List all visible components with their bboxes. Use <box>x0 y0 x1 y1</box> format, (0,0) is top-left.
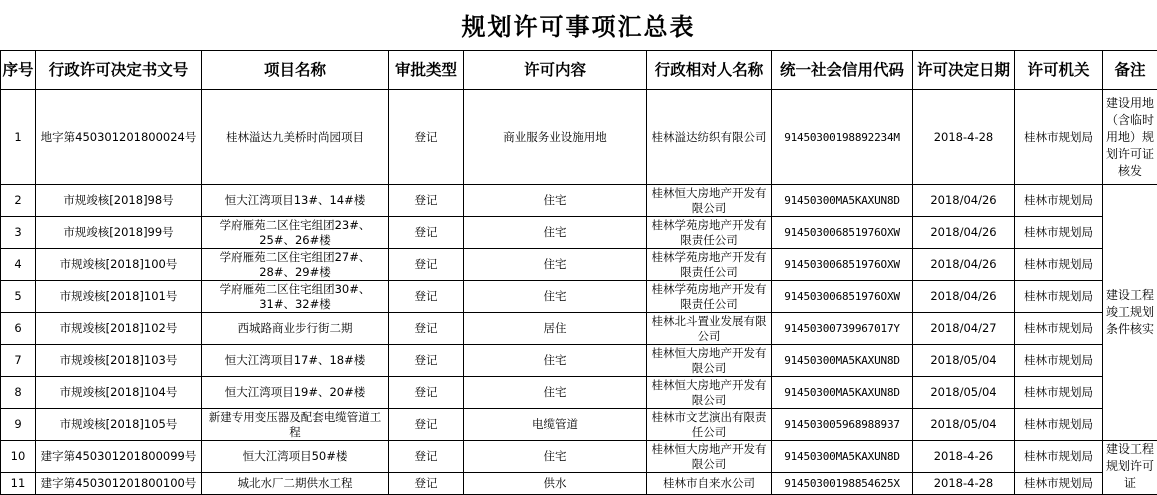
table-row <box>1 409 1157 441</box>
cell-credit-code: 914503006851976OXW <box>772 217 913 249</box>
cell-authority: 桂林市规划局 <box>1015 90 1103 185</box>
cell-party: 桂林溢达纺织有限公司 <box>647 90 772 185</box>
cell-seq: 10 <box>1 441 36 473</box>
cell-credit-code: 91450300198892234M <box>772 90 913 185</box>
header-doc-no: 行政许可决定书文号 <box>36 51 202 90</box>
cell-doc-no: 市规竣核[2018]99号 <box>36 217 202 249</box>
header-remark: 备注 <box>1103 51 1157 90</box>
cell-seq: 11 <box>1 473 36 495</box>
cell-seq: 2 <box>1 185 36 217</box>
cell-date: 2018-4-28 <box>913 90 1015 185</box>
cell-type: 登记 <box>389 441 464 473</box>
table-row <box>1 249 1157 281</box>
table-row <box>1 90 1157 185</box>
cell-project: 恒大江湾项目50#楼 <box>202 441 389 473</box>
cell-date: 2018-4-28 <box>913 473 1015 495</box>
cell-project: 新建专用变压器及配套电缆管道工程 <box>202 409 389 441</box>
cell-content: 住宅 <box>464 377 647 409</box>
cell-type: 登记 <box>389 313 464 345</box>
cell-authority: 桂林市规划局 <box>1015 441 1103 473</box>
cell-seq: 7 <box>1 345 36 377</box>
cell-doc-no: 建字第450301201800100号 <box>36 473 202 495</box>
cell-seq: 4 <box>1 249 36 281</box>
header-project: 项目名称 <box>202 51 389 90</box>
cell-party: 桂林学苑房地产开发有限责任公司 <box>647 281 772 313</box>
cell-date: 2018-4-26 <box>913 441 1015 473</box>
cell-party: 桂林学苑房地产开发有限责任公司 <box>647 217 772 249</box>
cell-type: 登记 <box>389 217 464 249</box>
cell-seq: 6 <box>1 313 36 345</box>
cell-authority: 桂林市规划局 <box>1015 249 1103 281</box>
cell-credit-code: 914503006851976OXW <box>772 281 913 313</box>
header-date: 许可决定日期 <box>913 51 1015 90</box>
cell-remark-building: 建设工程规划许可证 <box>1103 441 1157 495</box>
cell-project: 学府雁苑二区住宅组团27#、28#、29#楼 <box>202 249 389 281</box>
cell-authority: 桂林市规划局 <box>1015 185 1103 217</box>
cell-type: 登记 <box>389 249 464 281</box>
cell-project: 恒大江湾项目17#、18#楼 <box>202 345 389 377</box>
cell-party: 桂林恒大房地产开发有限公司 <box>647 185 772 217</box>
cell-content: 住宅 <box>464 441 647 473</box>
cell-seq: 5 <box>1 281 36 313</box>
cell-date: 2018/04/26 <box>913 217 1015 249</box>
cell-party: 桂林市文艺演出有限责任公司 <box>647 409 772 441</box>
cell-doc-no: 地字第450301201800024号 <box>36 90 202 185</box>
cell-doc-no: 市规竣核[2018]101号 <box>36 281 202 313</box>
cell-type: 登记 <box>389 377 464 409</box>
cell-project: 西城路商业步行街二期 <box>202 313 389 345</box>
cell-date: 2018/05/04 <box>913 409 1015 441</box>
cell-project: 城北水厂二期供水工程 <box>202 473 389 495</box>
cell-party: 桂林市自来水公司 <box>647 473 772 495</box>
cell-doc-no: 市规竣核[2018]105号 <box>36 409 202 441</box>
cell-project: 学府雁苑二区住宅组团30#、31#、32#楼 <box>202 281 389 313</box>
cell-project: 恒大江湾项目19#、20#楼 <box>202 377 389 409</box>
cell-credit-code: 91450300MA5KAXUN8D <box>772 441 913 473</box>
table-row <box>1 281 1157 313</box>
cell-seq: 3 <box>1 217 36 249</box>
cell-date: 2018/04/26 <box>913 249 1015 281</box>
cell-party: 桂林学苑房地产开发有限责任公司 <box>647 249 772 281</box>
cell-authority: 桂林市规划局 <box>1015 217 1103 249</box>
cell-remark-completion: 建设工程竣工规划条件核实 <box>1103 185 1157 441</box>
header-credit-code: 统一社会信用代码 <box>772 51 913 90</box>
header-seq: 序号 <box>1 51 36 90</box>
cell-party: 桂林恒大房地产开发有限公司 <box>647 377 772 409</box>
cell-seq: 8 <box>1 377 36 409</box>
cell-authority: 桂林市规划局 <box>1015 281 1103 313</box>
cell-credit-code: 91450300198854625X <box>772 473 913 495</box>
cell-content: 住宅 <box>464 281 647 313</box>
cell-project: 恒大江湾项目13#、14#楼 <box>202 185 389 217</box>
cell-party: 桂林恒大房地产开发有限公司 <box>647 345 772 377</box>
header-type: 审批类型 <box>389 51 464 90</box>
cell-credit-code: 91450300MA5KAXUN8D <box>772 345 913 377</box>
cell-party: 桂林恒大房地产开发有限公司 <box>647 441 772 473</box>
cell-date: 2018/04/26 <box>913 185 1015 217</box>
header-party: 行政相对人名称 <box>647 51 772 90</box>
cell-type: 登记 <box>389 185 464 217</box>
cell-content: 商业服务业设施用地 <box>464 90 647 185</box>
cell-doc-no: 市规竣核[2018]104号 <box>36 377 202 409</box>
cell-content: 住宅 <box>464 249 647 281</box>
table-row <box>1 185 1157 217</box>
cell-date: 2018/04/26 <box>913 281 1015 313</box>
cell-remark-land: 建设用地（含临时用地）规划许可证核发 <box>1103 90 1157 185</box>
cell-type: 登记 <box>389 345 464 377</box>
page-title: 规划许可事项汇总表 <box>461 12 696 41</box>
table-row <box>1 313 1157 345</box>
cell-seq: 9 <box>1 409 36 441</box>
cell-date: 2018/04/27 <box>913 313 1015 345</box>
cell-date: 2018/05/04 <box>913 345 1015 377</box>
cell-authority: 桂林市规划局 <box>1015 313 1103 345</box>
cell-credit-code: 91450300596898893​7 <box>772 409 913 441</box>
cell-authority: 桂林市规划局 <box>1015 473 1103 495</box>
cell-type: 登记 <box>389 281 464 313</box>
cell-date: 2018/05/04 <box>913 377 1015 409</box>
cell-content: 住宅 <box>464 217 647 249</box>
cell-doc-no: 市规竣核[2018]100号 <box>36 249 202 281</box>
cell-authority: 桂林市规划局 <box>1015 345 1103 377</box>
cell-type: 登记 <box>389 90 464 185</box>
cell-doc-no: 市规竣核[2018]102号 <box>36 313 202 345</box>
cell-doc-no: 市规竣核[2018]103号 <box>36 345 202 377</box>
cell-content: 电缆管道 <box>464 409 647 441</box>
table-header-row <box>1 51 1157 90</box>
cell-credit-code: 91450300739967017Y <box>772 313 913 345</box>
table-row <box>1 345 1157 377</box>
cell-content: 住宅 <box>464 345 647 377</box>
cell-doc-no: 建字第450301201800099号 <box>36 441 202 473</box>
header-content: 许可内容 <box>464 51 647 90</box>
cell-credit-code: 914503006851976OXW <box>772 249 913 281</box>
header-authority: 许可机关 <box>1015 51 1103 90</box>
cell-type: 登记 <box>389 473 464 495</box>
cell-credit-code: 91450300MA5KAXUN8D <box>772 377 913 409</box>
cell-party: 桂林北斗置业发展有限公司 <box>647 313 772 345</box>
table-row <box>1 441 1157 473</box>
table-row <box>1 217 1157 249</box>
cell-credit-code: 91450300MA5KAXUN8D <box>772 185 913 217</box>
cell-project: 学府雁苑二区住宅组团23#、25#、26#楼 <box>202 217 389 249</box>
table-row <box>1 377 1157 409</box>
cell-content: 住宅 <box>464 185 647 217</box>
cell-project: 桂林溢达九美桥时尚园项目 <box>202 90 389 185</box>
cell-authority: 桂林市规划局 <box>1015 377 1103 409</box>
cell-content: 居住 <box>464 313 647 345</box>
permit-summary-table <box>0 50 1157 495</box>
cell-content: 供水 <box>464 473 647 495</box>
cell-doc-no: 市规竣核[2018]98号 <box>36 185 202 217</box>
cell-authority: 桂林市规划局 <box>1015 409 1103 441</box>
cell-seq: 1 <box>1 90 36 185</box>
table-row <box>1 473 1157 495</box>
cell-type: 登记 <box>389 409 464 441</box>
